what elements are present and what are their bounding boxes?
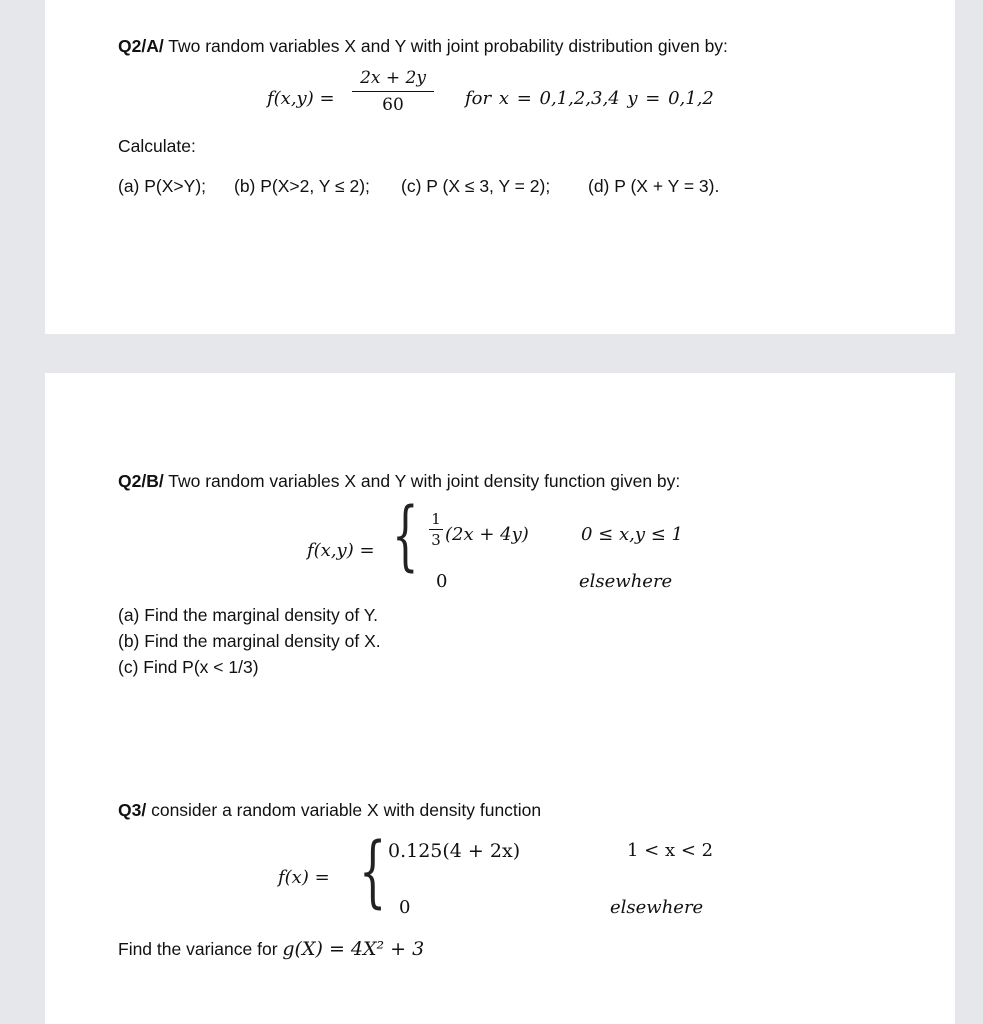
q3-cond2: elsewhere: [610, 897, 704, 918]
q2b-coef-den: 3: [431, 531, 441, 549]
q2a-lhs: f(x,y) =: [267, 88, 335, 109]
q3-variance-line: [118, 938, 424, 960]
q2a-intro: Two random variables X and Y with joint probability distribution given by:: [163, 36, 728, 56]
q2a-label: Q2/A/: [118, 36, 164, 56]
q3-lhs: f(x) =: [278, 867, 330, 888]
q2b-label: Q2/B/: [118, 471, 164, 491]
q2b-intro: Two random variables X and Y with joint density function given by:: [163, 471, 681, 491]
q2a-numerator: 2x + 2y: [360, 68, 426, 88]
q3-intro: consider a random variable X with density function: [146, 800, 542, 820]
q3-zero: 0: [399, 897, 411, 918]
q2a-fraction: [352, 68, 434, 115]
q2b-part-b: (b) Find the marginal density of X.: [118, 631, 381, 651]
q2b-lhs: f(x,y) =: [307, 540, 375, 561]
q3-g-formula: g(X) = 4X² + 3: [282, 938, 425, 960]
q2a-calculate: Calculate:: [118, 136, 196, 156]
q2b-part-a: (a) Find the marginal density of Y.: [118, 605, 379, 625]
fraction-bar: [352, 91, 434, 92]
q2a-part-d: (d) P (X + Y = 3).: [588, 176, 720, 196]
q3-cond1: 1 < x < 2: [627, 840, 714, 861]
q2b-heading: [118, 471, 680, 492]
q2b-cond1: 0 ≤ x,y ≤ 1: [581, 524, 683, 545]
q2b-cond2: elsewhere: [579, 571, 673, 592]
q2a-part-c: (c) P (X ≤ 3, Y = 2);: [401, 176, 551, 196]
question-card-q2a: [45, 0, 955, 334]
q3-expr: 0.125(4 + 2x): [388, 840, 521, 862]
left-brace: {: [392, 490, 419, 579]
q2b-part-c: (c) Find P(x < 1/3): [118, 657, 259, 677]
q2b-coef-fraction: [429, 510, 443, 549]
q2b-zero: 0: [436, 571, 448, 592]
q3-variance-text: Find the variance for: [118, 939, 283, 959]
q2a-domain: for x = 0,1,2,3,4 y = 0,1,2: [465, 88, 714, 109]
q2a-part-a: (a) P(X>Y);: [118, 176, 207, 196]
q2b-coef-num: 1: [431, 510, 441, 528]
q2b-expr: (2x + 4y): [445, 524, 529, 545]
q3-heading: [118, 800, 541, 821]
q2a-part-b: (b) P(X>2, Y ≤ 2);: [234, 176, 370, 196]
left-brace: {: [359, 827, 387, 917]
fraction-bar: [429, 529, 443, 530]
q3-label: Q3/: [118, 800, 147, 820]
q2a-denominator: 60: [382, 95, 404, 115]
q2a-heading: [118, 36, 728, 57]
question-card-q2b-q3: [45, 373, 955, 1024]
